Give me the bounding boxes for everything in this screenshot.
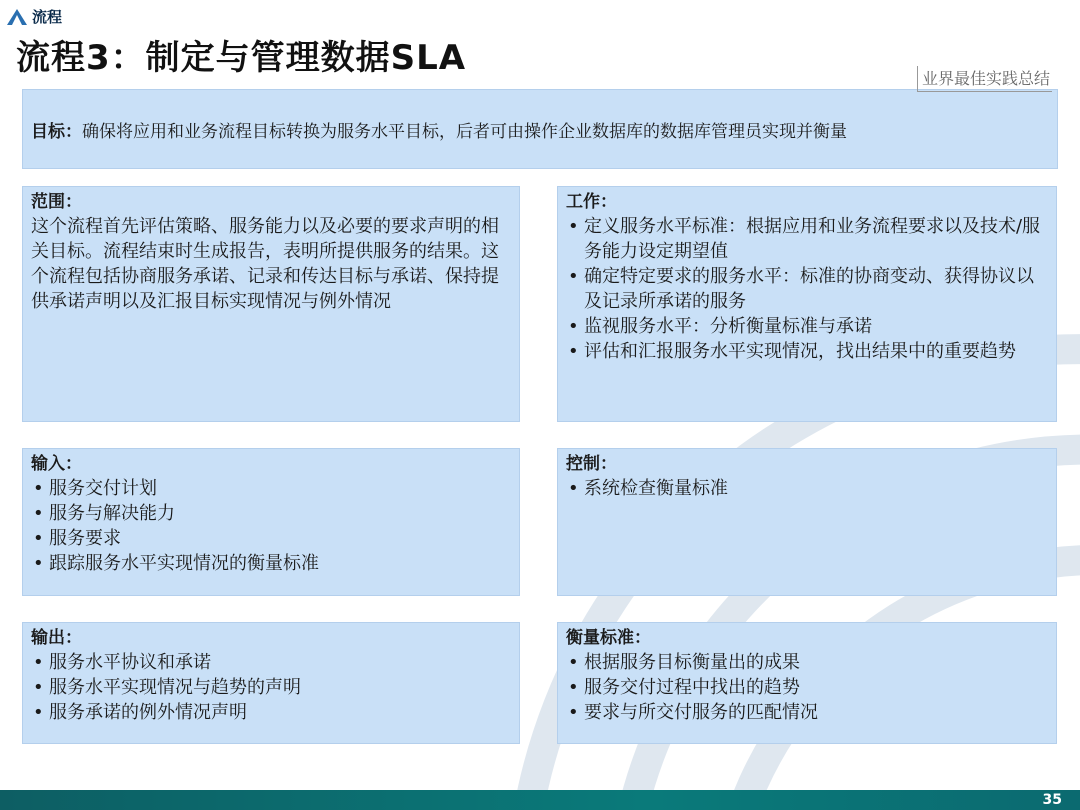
list-item: • 服务水平协议和承诺 — [31, 650, 511, 675]
output-heading: 输出： — [31, 628, 82, 648]
measure-heading: 衡量标准： — [566, 628, 651, 648]
list-item: • 定义服务水平标准：根据应用和业务流程要求以及技术/服务能力设定期望值 — [566, 214, 1048, 264]
scope-heading: 范围： — [31, 192, 82, 212]
list-item: • 监视服务水平：分析衡量标准与承诺 — [566, 314, 1048, 339]
list-item: • 根据服务目标衡量出的成果 — [566, 650, 1048, 675]
goal-box — [22, 89, 1058, 169]
page-number: 35 — [1042, 792, 1062, 808]
control-list — [566, 476, 1048, 501]
control-heading: 控制： — [566, 454, 617, 474]
page-title: 流程3：制定与管理数据SLA — [16, 38, 467, 78]
input-list — [31, 476, 511, 576]
input-box — [22, 448, 520, 596]
work-box — [557, 186, 1057, 422]
list-item: • 确定特定要求的服务水平：标准的协商变动、获得协议以及记录所承诺的服务 — [566, 264, 1048, 314]
output-list — [31, 650, 511, 725]
logo-triangle-icon — [6, 8, 28, 26]
goal-label: 目标： — [31, 121, 82, 142]
measure-list — [566, 650, 1048, 725]
list-item: • 服务承诺的例外情况声明 — [31, 700, 511, 725]
goal-text: 确保将应用和业务流程目标转换为服务水平目标，后者可由操作企业数据库的数据库管理员实现并衡量 — [82, 121, 847, 142]
logo-text: 流程 — [32, 8, 63, 26]
list-item: • 跟踪服务水平实现情况的衡量标准 — [31, 551, 511, 576]
work-heading: 工作： — [566, 192, 617, 212]
control-box — [557, 448, 1057, 596]
list-item: • 服务交付计划 — [31, 476, 511, 501]
footer-bar — [0, 790, 1080, 810]
scope-text: 这个流程首先评估策略、服务能力以及必要的要求声明的相关目标。流程结束时生成报告，表明所提供服务的结果。这个流程包括协商服务承诺、记录和传达目标与承诺、保持提供承诺声明以及汇报目标实现情况与例外情况 — [31, 216, 499, 312]
input-heading: 输入： — [31, 454, 82, 474]
scope-box — [22, 186, 520, 422]
output-box — [22, 622, 520, 744]
list-item: • 评估和汇报服务水平实现情况，找出结果中的重要趋势 — [566, 339, 1048, 364]
measure-box — [557, 622, 1057, 744]
logo — [6, 6, 62, 27]
list-item: • 服务水平实现情况与趋势的声明 — [31, 675, 511, 700]
list-item: • 服务与解决能力 — [31, 501, 511, 526]
work-list — [566, 214, 1048, 364]
list-item: • 服务交付过程中找出的趋势 — [566, 675, 1048, 700]
list-item: • 要求与所交付服务的匹配情况 — [566, 700, 1048, 725]
list-item: • 系统检查衡量标准 — [566, 476, 1048, 501]
best-practice-tag: 业界最佳实践总结 — [917, 66, 1052, 92]
list-item: • 服务要求 — [31, 526, 511, 551]
